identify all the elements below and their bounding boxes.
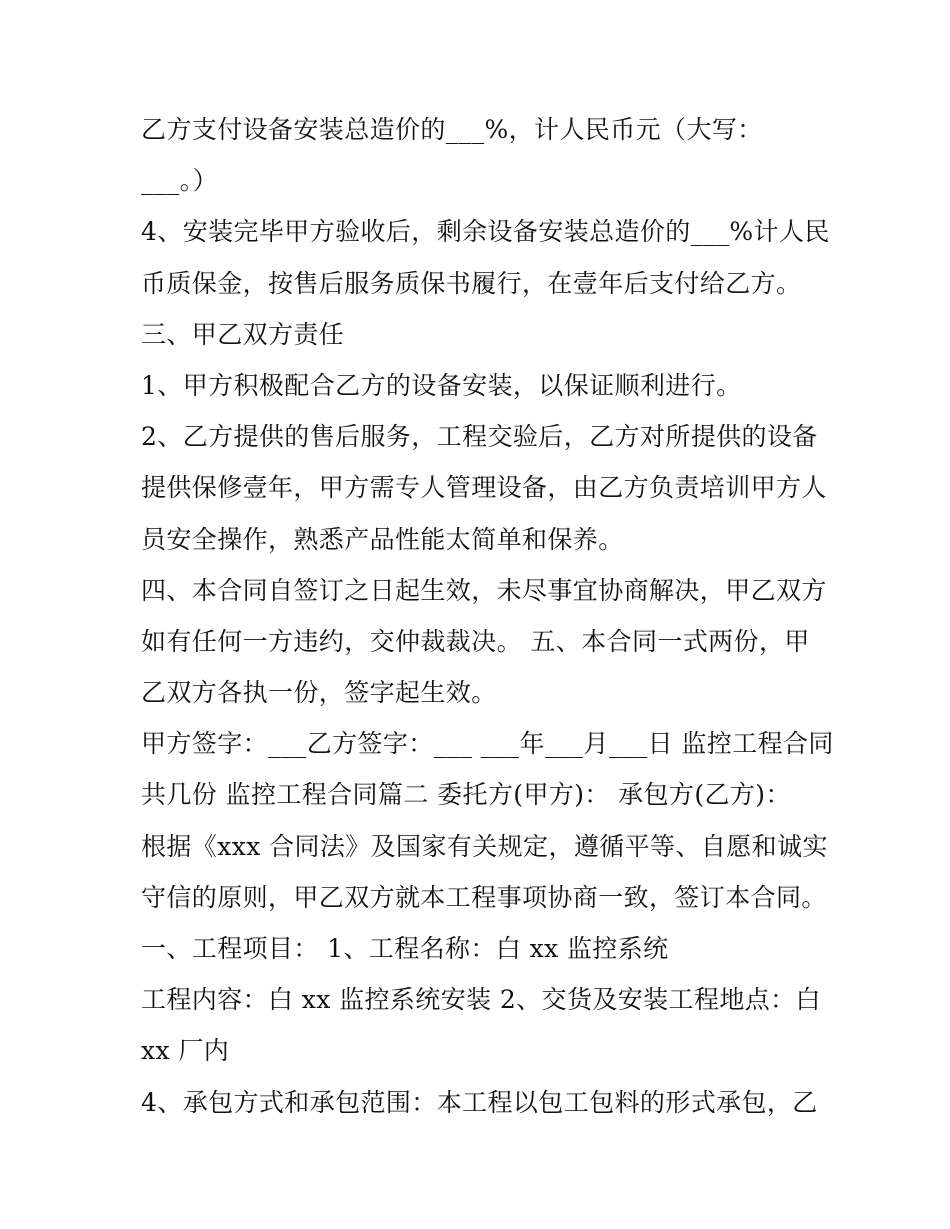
text-line: 2、乙方提供的售后服务，工程交验后，乙方对所提供的设备 <box>141 422 818 452</box>
text-line: 守信的原则，甲乙双方就本工程事项协商一致，签订本合同。 <box>141 882 827 912</box>
text-line: 共几份 监控工程合同篇二 委托方(甲方)： 承包方(乙方)： <box>141 780 791 810</box>
text-line: 1、甲方积极配合乙方的设备安装，以保证顺利进行。 <box>141 370 742 400</box>
section-heading: 三、甲乙双方责任 <box>141 319 345 349</box>
text-line: 员安全操作，熟悉产品性能太简单和保养。 <box>141 524 624 554</box>
signature-line: 甲方签字：___乙方签字：___ ___年___月___日 监控工程合同 <box>141 729 834 759</box>
text-line: 根据《xxx 合同法》及国家有关规定，遵循平等、自愿和诚实 <box>141 831 828 861</box>
text-line: 工程内容：白 xx 监控系统安装 2、交货及安装工程地点：白 <box>141 985 821 1015</box>
text-line: 四、本合同自签订之日起生效，未尽事宜协商解决，甲乙双方 <box>141 575 827 605</box>
text-line: 乙方支付设备安装总造价的___%，计人民币元（大写： <box>141 115 763 144</box>
text-line: 如有任何一方违约，交仲裁裁决。 五、本合同一式两份，甲 <box>141 626 810 656</box>
text-line: 乙双方各执一份，签字起生效。 <box>141 678 497 708</box>
text-line: 提供保修壹年，甲方需专人管理设备，由乙方负责培训甲方人 <box>141 473 827 503</box>
text-line: 4、承包方式和承包范围：本工程以包工包料的形式承包，乙 <box>141 1087 818 1117</box>
text-line: 一、工程项目： 1、工程名称：白 xx 监控系统 <box>141 934 669 963</box>
text-line: 币质保金，按售后服务质保书履行，在壹年后支付给乙方。 <box>141 268 802 298</box>
text-line: ___。） <box>141 166 219 196</box>
document-body <box>141 104 834 1128</box>
text-line: xx 厂内 <box>141 1036 230 1066</box>
text-line: 4、安装完毕甲方验收后，剩余设备安装总造价的___%计人民 <box>141 217 830 247</box>
